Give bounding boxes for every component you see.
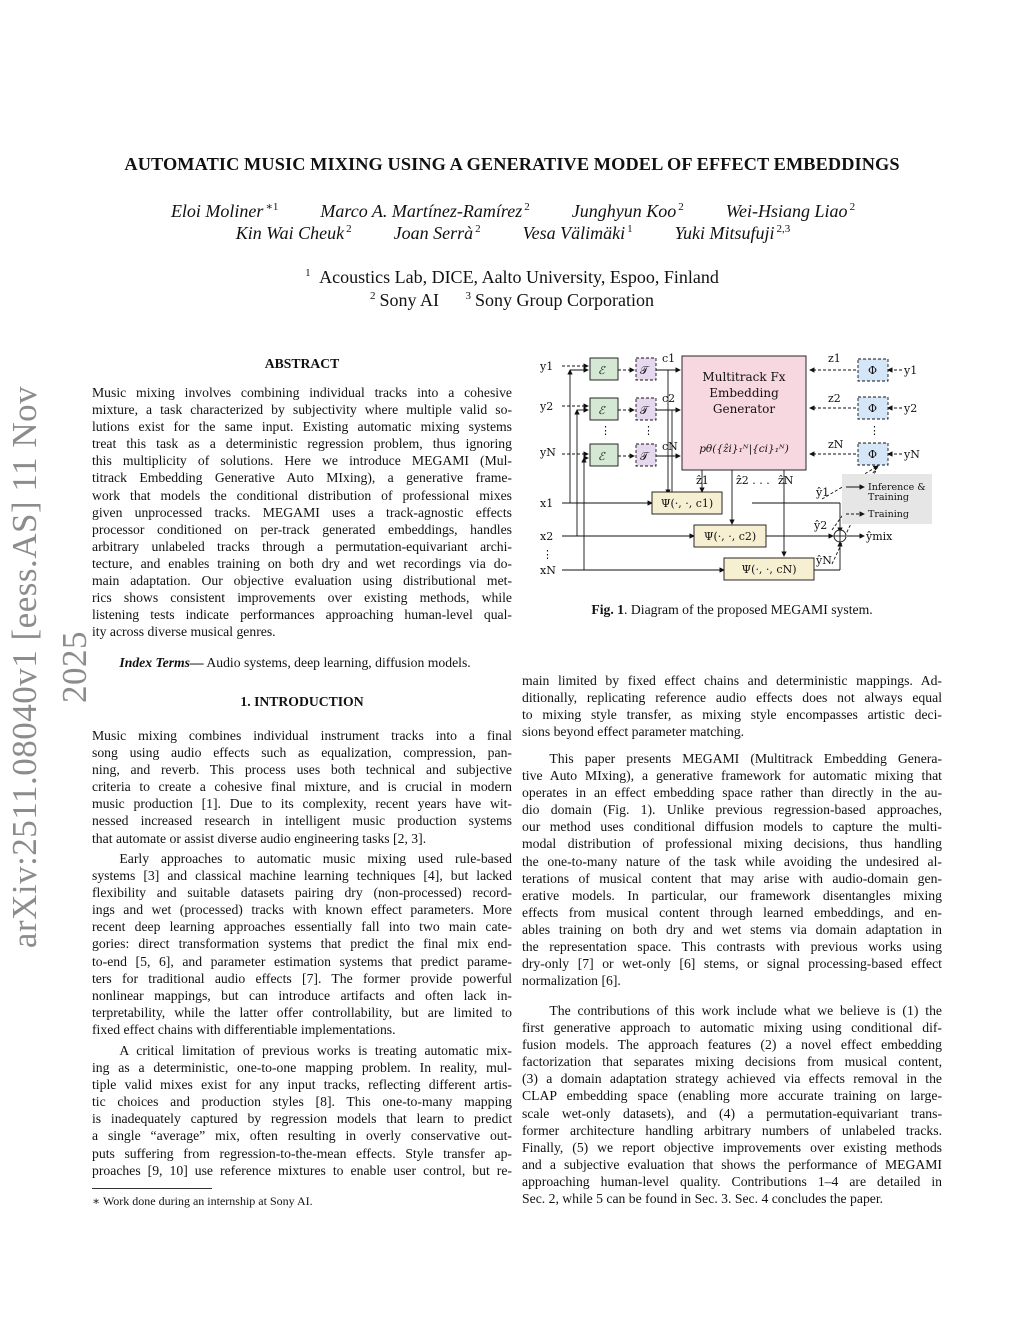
paper-title: AUTOMATIC MUSIC MIXING USING A GENERATIVE MODEL OF EFFECT EMBEDDINGS xyxy=(124,154,900,174)
output-yN: ŷN xyxy=(816,554,832,567)
author-affil-sup: 2 xyxy=(849,201,856,213)
text-line: this multiplicity of solutions. Here we introduce MEGAMI (Mul- xyxy=(92,453,512,469)
text-line: listening tests indicate performances approaching human-level qual- xyxy=(92,607,512,623)
right-paragraph-1 xyxy=(522,672,942,740)
index-terms-text: Audio systems, deep learning, diffusion models. xyxy=(203,655,471,670)
text-line: lutions exist for the same input. Existing automatic mixing systems xyxy=(92,419,512,435)
author-name: Vesa Välimäki xyxy=(522,223,626,243)
index-terms-label: Index Terms— xyxy=(119,655,204,670)
text-line: The contributions of this work include what we believe is (1) the xyxy=(549,1003,942,1018)
author-name: Yuki Mitsufuji xyxy=(674,223,775,243)
text-line: main limited by fixed effect chains and deterministic mappings. Ad- xyxy=(522,673,942,688)
legend-inference: Inference & xyxy=(868,482,926,493)
text-line: Early approaches to automatic music mixing used rule-based xyxy=(119,851,512,866)
processor-2: Ψ(·, ·, c2) xyxy=(703,530,757,543)
text-line: Music mixing combines individual instrument tracks into a final xyxy=(92,728,512,743)
text-line: ings and wet (processed) tracks with known effect parameters. More xyxy=(92,902,512,918)
text-line: dio domain (Fig. 1). Unlike previous regression-based approaches, xyxy=(522,802,942,818)
affiliation-1 xyxy=(40,267,984,288)
generator-label-1: Multitrack Fx xyxy=(702,370,786,384)
affiliation-2b-text: Sony Group Corporation xyxy=(475,290,654,310)
text-line: systems [3] and classical machine learning techniques [4], but lacked xyxy=(92,868,512,884)
author-affil-sup: 2 xyxy=(346,223,352,235)
abstract-heading: ABSTRACT xyxy=(264,356,340,371)
author-name: Joan Serrà xyxy=(393,223,474,243)
text-line: nessed increased research in intelligent music production systems xyxy=(92,813,512,829)
generator-label-2: Embedding xyxy=(709,386,779,400)
abstract-body xyxy=(92,384,512,640)
affiliation-1-text: Acoustics Lab, DICE, Aalto University, Espoo, Finland xyxy=(319,267,719,287)
right-paragraph-2 xyxy=(522,750,942,989)
output-y1: ŷ1 xyxy=(816,486,830,499)
footnote: ∗ Work done during an internship at Sony AI. xyxy=(92,1194,313,1208)
processor-N: Ψ(·, ·, cN) xyxy=(741,563,797,576)
vdots-x: ⋮ xyxy=(542,548,553,561)
input-y1: y1 xyxy=(540,360,554,373)
text-line: to-end [5, 6], and parameter estimation systems that predict parame- xyxy=(92,953,512,969)
text-line: normalization [6]. xyxy=(522,973,621,989)
text-line: is inadequately captured by regression models that learn to predict xyxy=(92,1111,512,1127)
text-line: work that models the conditional distribution of professional mixes xyxy=(92,487,512,503)
generator-label-3: Generator xyxy=(712,402,776,416)
text-line: tecture, and enables training on both dry and wet recordings via do- xyxy=(92,555,512,571)
text-line: proaches [9, 10] use reference mixtures to enable user control, but re- xyxy=(92,1162,512,1178)
text-line: processor conditioned on per-track generated embeddings, handles xyxy=(92,521,512,537)
author-affil-sup: 2,3 xyxy=(776,223,791,235)
author-name: Marco A. Martínez-Ramírez xyxy=(320,201,523,221)
megami-diagram xyxy=(522,346,942,582)
text-line: tic choices and production styles [8]. This one-to-many mapping xyxy=(92,1094,512,1110)
text-line: ters for traditional audio effects [7]. The former provide powerful xyxy=(92,970,512,986)
text-line: nonlinear mappings, but can introduce artifacts and often lack in- xyxy=(92,987,512,1003)
zhat-2: ẑ2 . . . xyxy=(736,474,770,487)
input-y2: y2 xyxy=(540,400,554,413)
author-name: Junghyun Koo xyxy=(571,201,677,221)
text-line: first generative approach to automatic mixing using conditional dif- xyxy=(522,1020,942,1036)
author-affil-sup: 2 xyxy=(524,201,530,213)
text-line: that automate or assist diverse audio engineering tasks [2, 3]. xyxy=(92,830,427,846)
right-paragraph-3 xyxy=(522,1002,942,1207)
input-yN: yN xyxy=(540,446,556,459)
text-line: flexibility and suitable datasets pairing dry (non-processed) record- xyxy=(92,885,512,901)
affiliation-2a-text: Sony AI xyxy=(379,290,439,310)
text-line: (3) a domain adaptation strategy achieved via effects removal in the xyxy=(522,1071,942,1087)
text-line: ing as a deterministic, one-to-one mapping problem. In reality, mul- xyxy=(92,1060,512,1076)
intro-heading: 1. INTRODUCTION xyxy=(240,694,364,709)
author-affil-sup: ∗1 xyxy=(265,201,279,213)
zhat-1: ẑ1 xyxy=(696,474,709,487)
intro-paragraph-2 xyxy=(92,850,512,1038)
text-line: criteria to create a cohesive final mixture, and is crucial in modern xyxy=(92,779,512,795)
text-line: terpretability, while the latter offer controllability, but are limited to xyxy=(92,1004,512,1020)
affiliation-2 xyxy=(40,290,984,311)
text-line: operates in an effect embedding space rather than directly in the au- xyxy=(522,785,942,801)
affiliation-2a-sup: 2 xyxy=(369,290,376,302)
figure-caption-text: . Diagram of the proposed MEGAMI system. xyxy=(624,602,873,617)
text-line: a single “average” mix, often resulting in overly conservative out- xyxy=(92,1128,512,1144)
emb-z1: z1 xyxy=(828,352,841,365)
affiliation-2b-sup: 3 xyxy=(465,290,471,302)
text-line: and a subjective evaluation that shows the performance of MEGAMI xyxy=(522,1156,942,1172)
index-terms xyxy=(92,654,512,671)
figure-caption-label: Fig. 1 xyxy=(591,602,625,617)
transform-label-1: 𝒯 xyxy=(640,364,649,377)
transform-label-2: 𝒯 xyxy=(640,404,649,417)
cond-cN: cN xyxy=(662,440,678,453)
author-affil-sup: 2 xyxy=(678,201,684,213)
text-line: tive Auto MIxing), a generative framework for automatic mixing that xyxy=(522,768,942,784)
vdots-t: ⋮ xyxy=(643,424,654,437)
zhat-N: ẑN xyxy=(778,474,794,487)
processor-1: Ψ(·, ·, c1) xyxy=(660,497,714,510)
text-line: music production [1]. Due to its complexity, recent years have wit- xyxy=(92,796,512,812)
text-line: Finally, (5) we report objective improvements over existing methods xyxy=(522,1139,942,1155)
author-name: Kin Wai Cheuk xyxy=(235,223,345,243)
intro-paragraph-3 xyxy=(92,1042,512,1179)
text-line: arbitrary unlabeled tracks through a permutation-equivariant archi- xyxy=(92,538,512,554)
footnote-rule xyxy=(92,1188,212,1189)
author-line-2 xyxy=(40,223,984,244)
text-line: ning, and reverb. This process uses both technical and subjective xyxy=(92,762,512,778)
text-line: erative models. In particular, our framework disentangles mixing xyxy=(522,887,942,903)
text-line: CLAP embedding space (enabling more accurate training on large- xyxy=(522,1088,942,1104)
text-line: effects from musical content through learned embeddings, and en- xyxy=(522,904,942,920)
text-line: song using audio effects such as equalization, compression, pan- xyxy=(92,745,512,761)
phi-label-3: Φ xyxy=(868,448,878,461)
text-line: recent deep learning approaches essentially fall into two main cate- xyxy=(92,919,512,935)
cond-c2: c2 xyxy=(662,392,676,405)
text-line: to mixing style transfer, as mixing style encompasses artistic deci- xyxy=(522,707,942,723)
phi-input-yN: yN xyxy=(904,448,920,461)
text-line: ditionally, replicating reference audio effects does not always equal xyxy=(522,690,942,706)
text-line: treat this task as a deterministic regression problem, thus ignoring xyxy=(92,436,512,452)
intro-paragraph-1 xyxy=(92,727,512,847)
input-x1: x1 xyxy=(540,497,554,510)
generator-formula: pθ({ẑi}₁ᴺ|{ci}₁ᴺ) xyxy=(699,443,789,455)
text-line: A critical limitation of previous works is treating automatic mix- xyxy=(119,1043,512,1058)
vdots-e: ⋮ xyxy=(600,424,611,437)
text-line: rics shows consistent improvements over existing methods, while xyxy=(92,590,512,606)
text-line: dry-only [7] or wet-only [6] stems, or signal processing-based effect xyxy=(522,956,942,972)
text-line: the one-to-many nature of the task while avoiding the undesired al- xyxy=(522,853,942,869)
figure-caption xyxy=(522,602,942,618)
input-x2: x2 xyxy=(540,530,554,543)
text-line: ables training on both dry and wet stems via domain adaptation in xyxy=(522,921,942,937)
author-affil-sup: 2 xyxy=(475,223,481,235)
input-xN: xN xyxy=(540,564,556,577)
author-line-1 xyxy=(40,200,984,222)
author-name: Wei-Hsiang Liao xyxy=(725,201,848,221)
phi-input-y1: y1 xyxy=(904,364,918,377)
text-line: approaching human-level quality. Contributions 1–4 are detailed in xyxy=(522,1173,942,1189)
transform-label-3: 𝒯 xyxy=(640,450,649,463)
emb-z2: z2 xyxy=(828,392,841,405)
encoder-label-1: ℰ xyxy=(598,364,605,377)
text-line: former architecture handling arbitrary numbers of unlabeled tracks. xyxy=(522,1122,942,1138)
text-line: titrack Embedding Generative Auto MIxing), a generative frame- xyxy=(92,470,512,486)
text-line: factorization that separates mixing decisions from musical content, xyxy=(522,1054,942,1070)
legend-inference-2: Training xyxy=(868,492,909,503)
text-line: fixed effect chains with differentiable implementations. xyxy=(92,1021,396,1037)
text-line: tiple valid mixes exist for any input tracks, reflecting different artis- xyxy=(92,1077,512,1093)
text-line: sions beyond effect parameter matching. xyxy=(522,724,745,740)
text-line: ity across diverse musical genres. xyxy=(92,624,276,640)
phi-input-y2: y2 xyxy=(904,402,918,415)
vdots-phi: ⋮ xyxy=(869,424,880,437)
text-line: This paper presents MEGAMI (Multitrack Embedding Genera- xyxy=(549,751,942,766)
text-line: Music mixing involves combining individual tracks into a cohesive xyxy=(92,385,512,400)
text-line: puts suffering from regression-to-the-mean effects. Style transfer ap- xyxy=(92,1145,512,1161)
affiliation-1-sup: 1 xyxy=(305,267,311,279)
output-y2: ŷ2 xyxy=(814,519,828,532)
text-line: main adaptation. Our objective evaluation using distributional met- xyxy=(92,573,512,589)
text-line: mixture, a task characterized by subjectivity where multiple valid so- xyxy=(92,402,512,418)
author-affil-sup: 1 xyxy=(627,223,633,235)
cond-c1: c1 xyxy=(662,352,676,365)
author-name: Eloi Moliner xyxy=(170,201,264,221)
legend-training: Training xyxy=(868,509,909,520)
text-line: gories: direct transformation systems that predict the final mix end- xyxy=(92,936,512,952)
output-mix: ŷmix xyxy=(866,530,893,543)
encoder-label-2: ℰ xyxy=(598,404,605,417)
arxiv-identifier: arXiv:2511.08040v1 [eess.AS] 11 Nov 2025 xyxy=(5,385,94,949)
text-line: modal distribution of professional mixing decisions, thus handling xyxy=(522,836,942,852)
text-line: given unprocessed tracks. MEGAMI uses a track-agnostic effects xyxy=(92,504,512,520)
text-line: fusion models. The approach features (2) a novel effect embedding xyxy=(522,1037,942,1053)
text-line: Sec. 2, while 5 can be found in Sec. 3. Sec. 4 concludes the paper. xyxy=(522,1191,884,1207)
text-line: our method uses conditional diffusion models to capture the multi- xyxy=(522,819,942,835)
phi-label-1: Φ xyxy=(868,364,878,377)
emb-zN: zN xyxy=(828,438,844,451)
text-line: scale wet-only datasets), and (4) a permutation-equivariant trans- xyxy=(522,1105,942,1121)
text-line: terations of musical content that may arise with audio-domain gen- xyxy=(522,870,942,886)
encoder-label-3: ℰ xyxy=(598,450,605,463)
text-line: the representation space. This contrasts with previous works using xyxy=(522,939,942,955)
phi-label-2: Φ xyxy=(868,402,878,415)
